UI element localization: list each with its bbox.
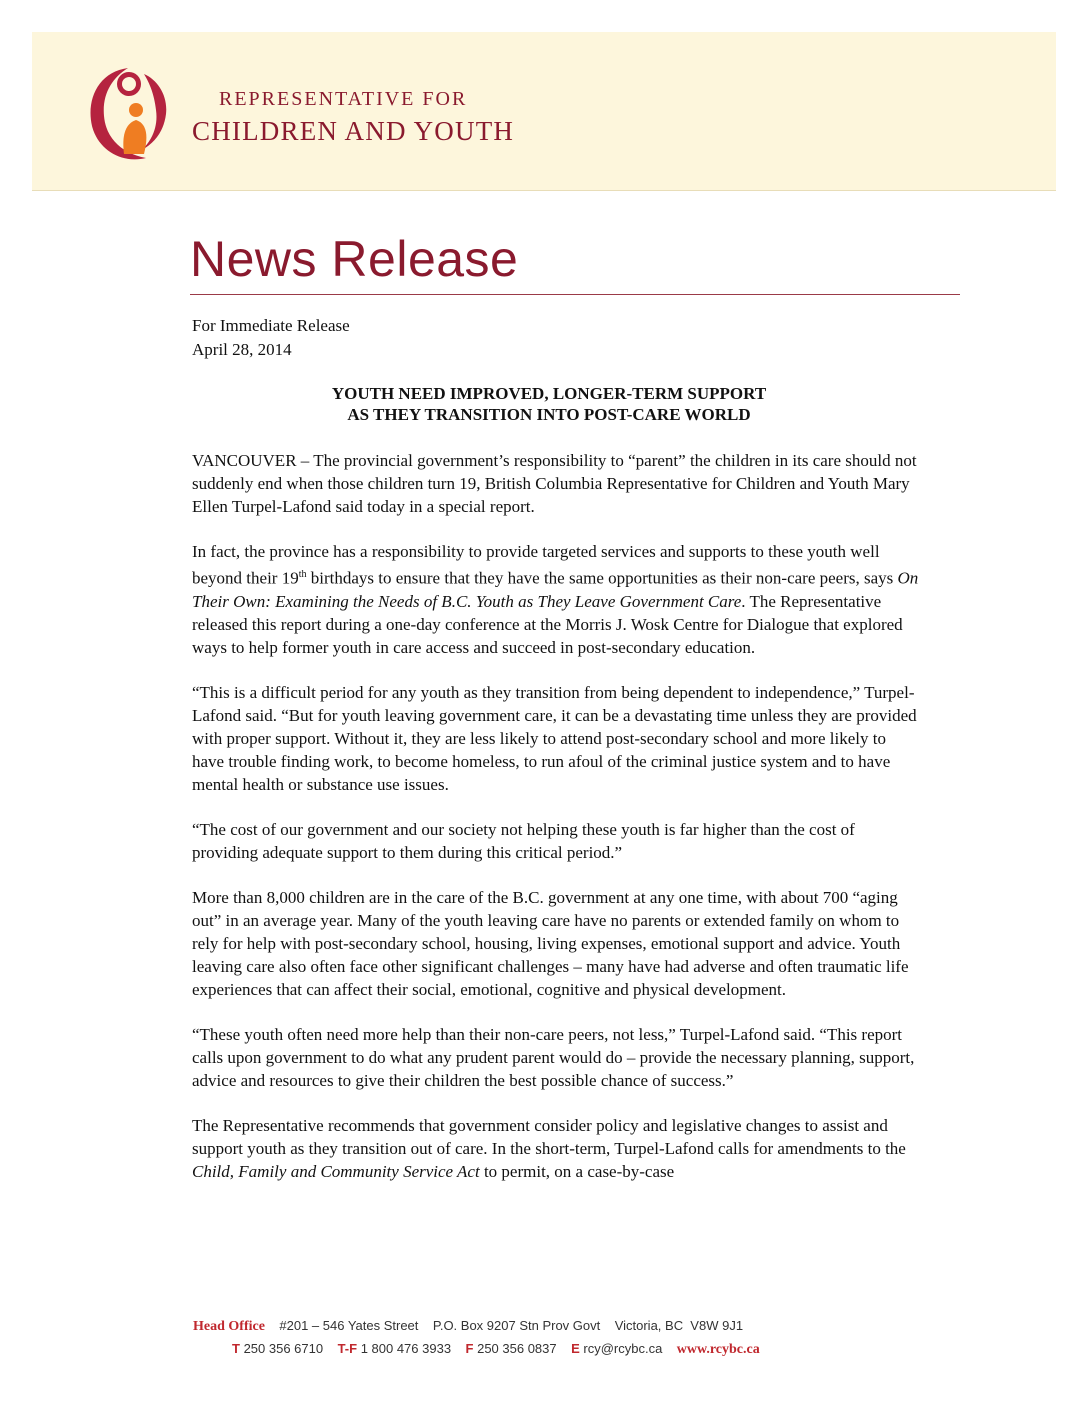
paragraph-1: VANCOUVER – The provincial government’s responsibility to “parent” the children in its care should not suddenly end when those children turn 19, British Columbia Representative for Children and Youth Mary Ellen Turpel-Lafond said today in a special report.	[192, 451, 917, 516]
title-divider	[190, 294, 960, 295]
email-link[interactable]: rcy@rcybc.ca	[583, 1341, 663, 1356]
paragraph-5: More than 8,000 children are in the care of the B.C. government at any one time, with about 700 “aging out” in an average year. Many of the youth leaving care have no parents or extended family on whom to rely for help with post-secondary school, housing, living expenses, emotional support and advice. Youth leaving care also often face other significant challenges – many have had adverse and often traumatic life experiences that can affect their social, emotional, cognitive and physical development.	[192, 887, 909, 999]
footer-contact-line: T 250 356 6710 T-F 1 800 476 3933 F 250 356 0837 E rcy@rcybc.ca www.rcybc.ca	[232, 1341, 760, 1357]
page-title: News Release	[190, 231, 519, 287]
release-label: For Immediate Release	[192, 316, 350, 335]
toll-free-number: 1 800 476 3933	[360, 1341, 452, 1356]
phone-number: 250 356 6710	[243, 1341, 324, 1356]
release-info	[192, 314, 350, 362]
paragraph-4: “The cost of our government and our society not helping these youth is far higher than the cost of providing adequate support to them during this critical period.”	[192, 819, 855, 862]
headline	[192, 383, 906, 425]
paragraph-7: The Representative recommends that government consider policy and legislative changes to assist and support youth as they transition out of care. In the short-term, Turpel-Lafond calls for amendments to the Child, Family and Community Service Act to permit, on a case-by-case	[192, 1115, 906, 1181]
paragraph-6: “These youth often need more help than their non-care peers, not less,” Turpel-Lafond said. “This report calls upon government to do what any prudent parent would do – provide the necessary planning, support, advice and resources to give their children the best possible chance of success.”	[192, 1024, 915, 1090]
report-title: On Their Own: Examining the Needs of B.C. Youth as They Leave Government Care	[192, 568, 919, 611]
headline-line2: AS THEY TRANSITION INTO POST-CARE WORLD	[347, 405, 751, 424]
website-link[interactable]: www.rcybc.ca	[676, 1342, 760, 1357]
paragraph-3: “This is a difficult period for any youth as they transition from being dependent to independence,” Turpel-Lafond said. “But for youth leaving government care, it can be a devastating time unless they are provided with proper support. Without it, they are less likely to attend post-secondary school and more likely to have trouble finding work, to become homeless, to run afoul of the criminal justice system and to have mental health or substance use issues.	[192, 682, 917, 794]
org-name-line2: CHILDREN AND YOUTH	[192, 116, 515, 146]
rcy-logo-icon	[84, 54, 172, 166]
fax-number: 250 356 0837	[477, 1341, 557, 1356]
release-date: April 28, 2014	[192, 340, 292, 359]
head-office-address: #201 – 546 Yates Street P.O. Box 9207 Stn Prov Govt Victoria, BC V8W 9J1	[279, 1318, 744, 1333]
head-office-label: Head Office	[193, 1319, 265, 1334]
article-body	[192, 449, 922, 1205]
footer-address-line	[193, 1318, 743, 1335]
act-title: Child, Family and Community Service Act	[192, 1161, 480, 1181]
header-banner	[32, 32, 1056, 191]
org-name-line1: REPRESENTATIVE FOR	[219, 88, 468, 110]
paragraph-2: In fact, the province has a responsibility to provide targeted services and supports to these youth well beyond their 19th birthdays to ensure that they have the same opportunities as their non-care peers, says On Their Own: Examining the Needs of B.C. Youth as They Leave Government Care. The Representative released this report during a one-day conference at the Morris J. Wosk Centre for Dialogue that explored ways to help former youth in care access and succeed in post-secondary education.	[192, 542, 919, 657]
headline-line1: YOUTH NEED IMPROVED, LONGER-TERM SUPPORT	[331, 384, 767, 403]
